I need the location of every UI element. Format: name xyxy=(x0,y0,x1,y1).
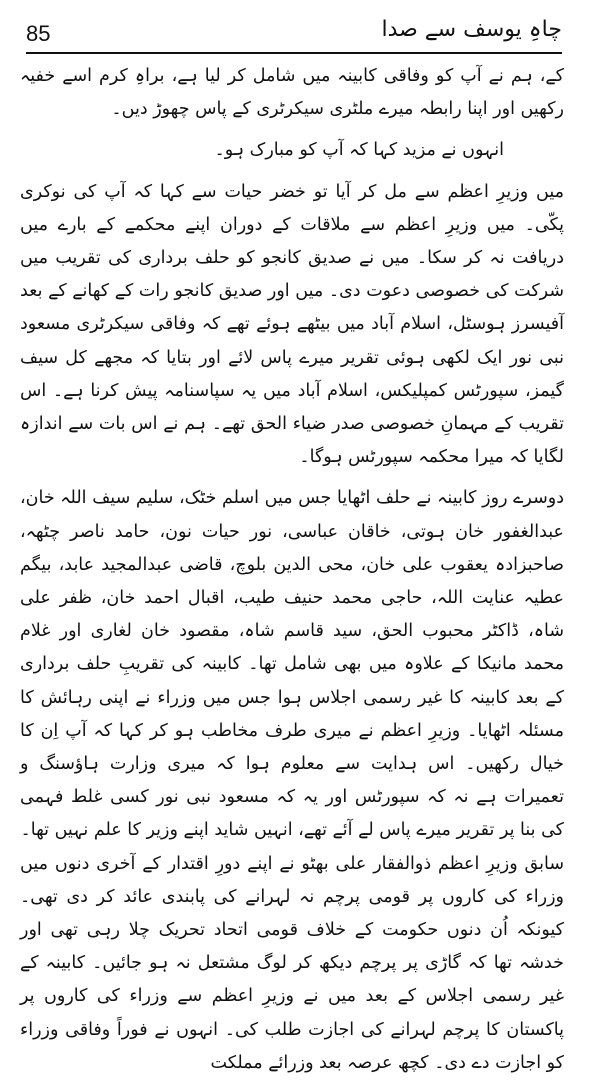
page-header xyxy=(26,14,562,54)
paragraph: کے، ہم نے آپ کو وفاقی کابینہ میں شامل کر لیا ہے، براہِ کرم اسے خفیہ رکھیں اور اپنا رابطہ میرے ملٹری سیکرٹری کے پاس چھوڑ دیں۔ xyxy=(20,66,564,120)
page-number: 85 xyxy=(26,21,51,46)
paragraph: دوسرے روز کابینہ نے حلف اٹھایا جس میں اسلم خٹک، سلیم سیف اللہ خان، عبدالغفور خان ہوتی، خاقان عباسی، نور حیات نون، حامد ناصر چٹھہ، صاحبزادہ یعقوب علی خان، محی الدین بلوچ، قاضی عبدالمجید عابد، بیگم عطیہ عنایت اللہ، حاجی محمد حنیف طیب، اقبال احمد خان، ظفر علی شاہ، ڈاکٹر محبوب الحق، سید قاسم شاہ، مقصود خان لغاری اور غلام محمد مانیکا کے علاوہ میں بھی شامل تھا۔ کابینہ کی تقریبِ حلف برداری کے بعد کابینہ کا غیر رسمی اجلاس ہوا جس میں وزراء نے اپنی رہائش کا مسئلہ اٹھایا۔ وزیرِ اعظم نے میری طرف مخاطب ہو کر کہا کہ آپ اِن کا خیال رکھیں۔ اس ہدایت سے معلوم ہوا کہ میری وزارت ہاؤسنگ و تعمیرات ہے نہ کہ سپورٹس اور یہ کہ مسعود نبی نور کسی غلط فہمی کی بنا پر تقریر میرے پاس لے آئے تھے، انہیں شاید اپنے وزیر کا علم نہیں تھا۔ xyxy=(20,488,564,841)
header-divider xyxy=(26,52,562,54)
paragraph: سابق وزیرِ اعظم ذوالفقار علی بھٹو نے اپنے دورِ اقتدار کے آخری دنوں میں وزراء کی کاروں پر قومی پرچم نہ لہرانے کی پابندی عائد کر دی تھی۔ کیونکہ اُن دنوں حکومت کے خلاف قومی اتحاد تحریک چلا رہی تھی اور خدشہ تھا کہ گاڑی پر پرچم دیکھ کر لوگ مشتعل نہ ہو جائیں۔ کابینہ کے غیر رسمی اجلاس کے بعد میں نے وزیرِ اعظم سے وزراء کی کاروں پر پاکستان کا پرچم لہرانے کی اجازت طلب کی۔ انہوں نے فوراً وفاقی وزراء کو اجازت دے دی۔ کچھ عرصہ بعد وزرائے مملکت xyxy=(20,853,564,1073)
running-title: چاہِ یوسف سے صدا xyxy=(381,17,562,42)
body-text xyxy=(20,60,564,1080)
paragraph: انہوں نے مزید کہا کہ آپ کو مبارک ہو۔ xyxy=(214,140,504,161)
paragraph: میں وزیرِ اعظم سے مل کر آیا تو خضر حیات سے کہا کہ آپ کی نوکری پکّی۔ میں وزیرِ اعظم سے ملاقات کے دوران اپنے محکمے کے بارے میں دریافت نہ کر سکا۔ میں نے صدیق کانجو کو حلف برداری کی تقریب میں شرکت کی خصوصی دعوت دی۔ میں اور صدیق کانجو رات کے کھانے کے بعد آفیسرز ہوسٹل، اسلام آباد میں بیٹھے ہوئے تھے کہ وفاقی سیکرٹری مسعود نبی نور ایک لکھی ہوئی تقریر میرے پاس لائے اور بتایا کہ مجھے کل سیف گیمز، سپورٹس کمپلیکس، اسلام آباد میں یہ سپاسنامہ پیش کرنا ہے۔ اس تقریب کے مہمانِ خصوصی صدر ضیاء الحق تھے۔ ہم نے اس بات سے اندازہ لگایا کہ میرا محکمہ سپورٹس ہوگا۔ xyxy=(20,181,564,468)
